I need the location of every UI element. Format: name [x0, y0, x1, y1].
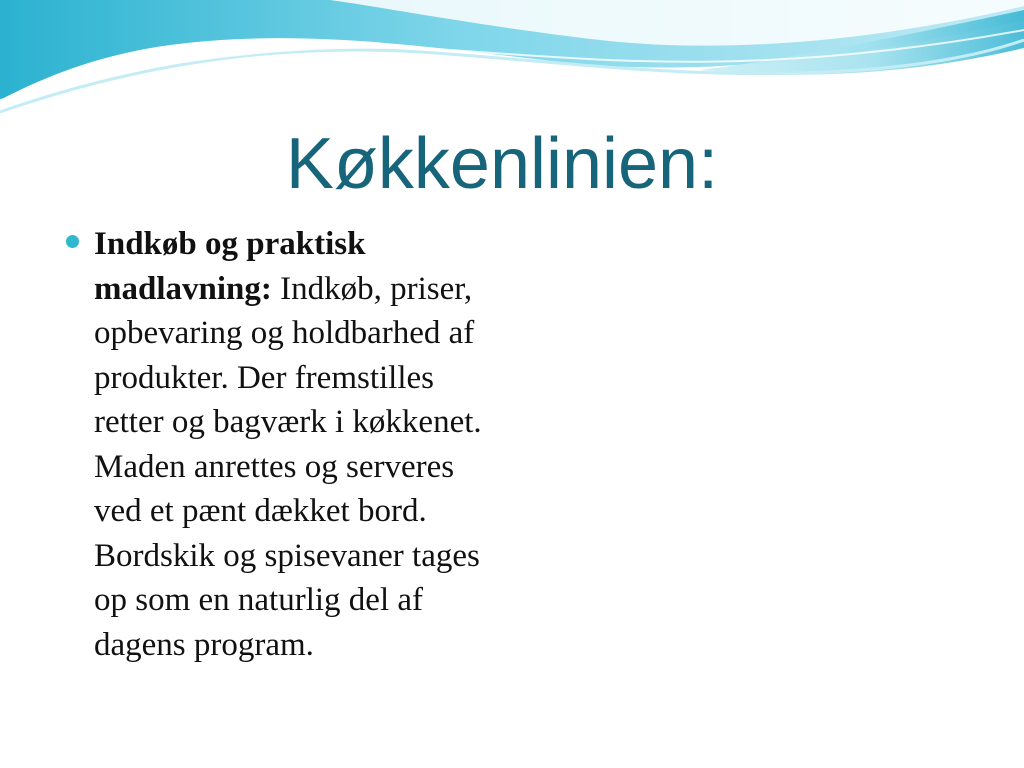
slide-title: Køkkenlinien: [285, 124, 719, 204]
bullet-dot-icon [66, 235, 79, 248]
bullet-text: Indkøb, priser, opbevaring og holdbarhed af produkter. Der fremstilles retter og bagværk i køkkenet. Maden anrettes og serveres ved et pænt dækket bord. Bordskik og spisevaner tages op som en naturlig del af dagens program. [94, 270, 482, 663]
slide-content [64, 222, 504, 667]
wave-header-decoration [0, 0, 1024, 130]
bullet-heading: Indkøb og praktisk madlavning: [94, 226, 366, 307]
bullet-item [64, 222, 504, 667]
